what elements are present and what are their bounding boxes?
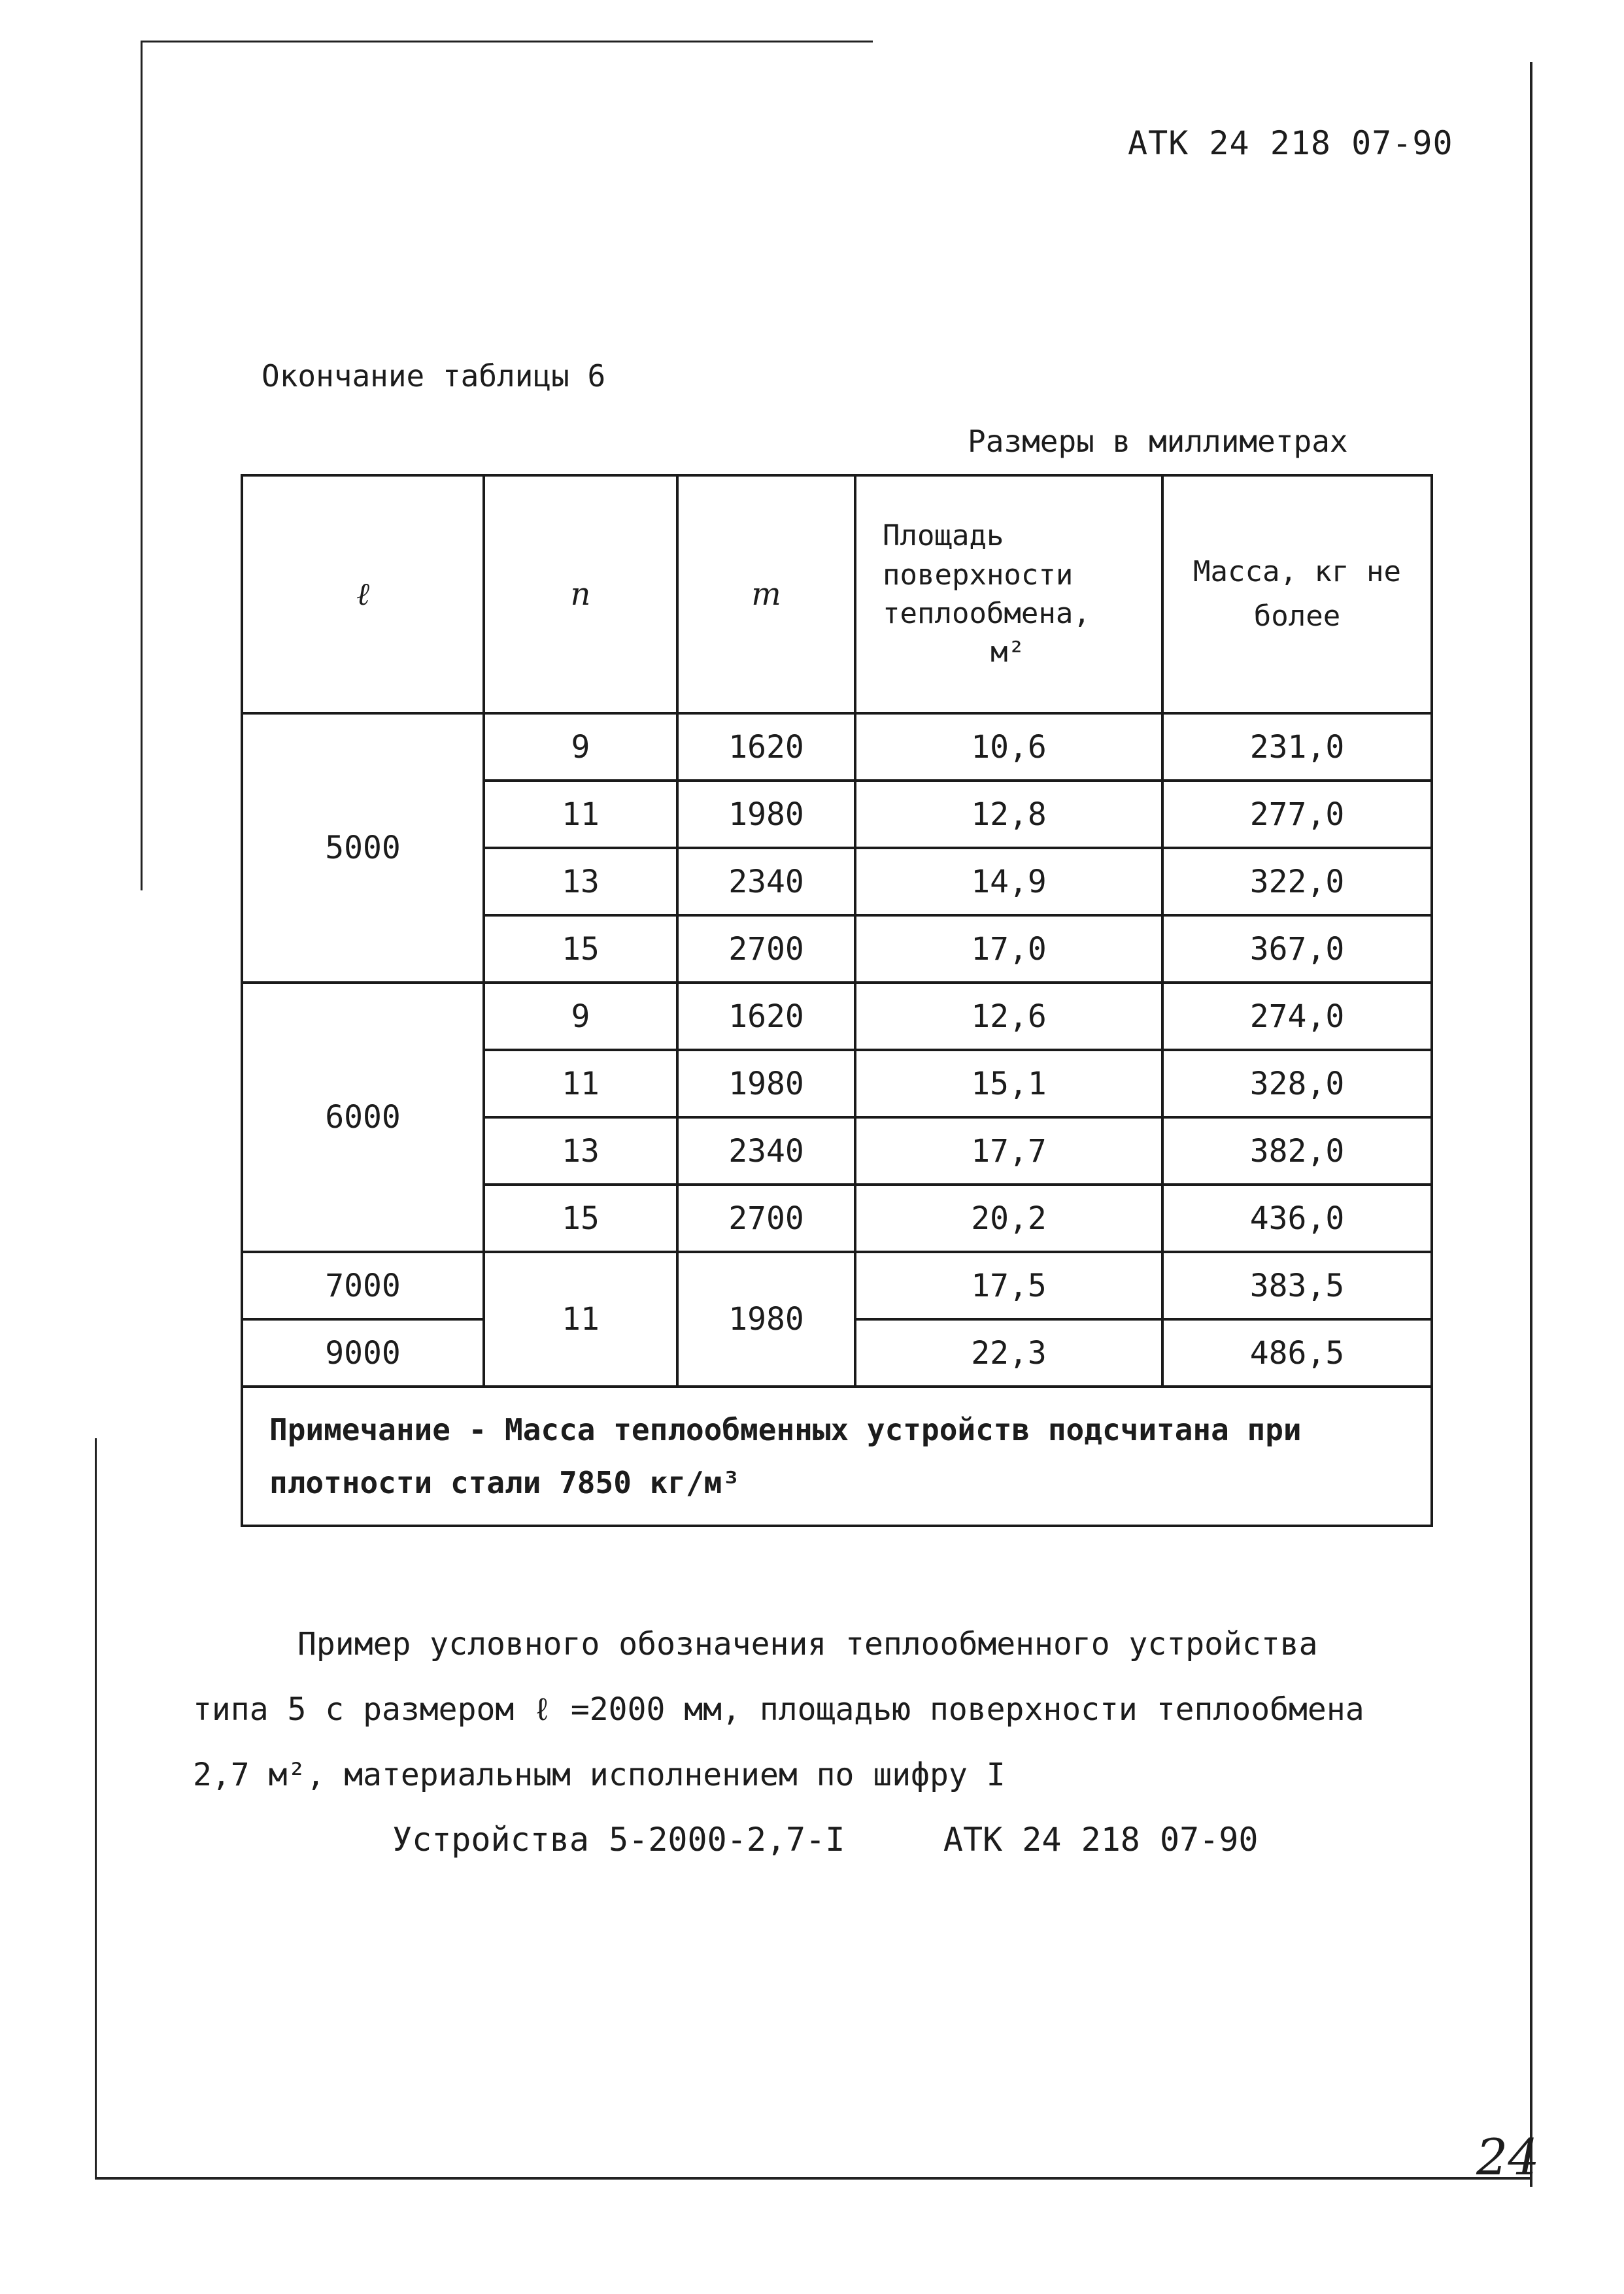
example-line-1: Пример условного обозначения теплообменного устройства: [297, 1626, 1318, 1662]
cell-l-group: 6000: [242, 983, 484, 1252]
cell-area: 22,3: [855, 1319, 1162, 1387]
table-row: [242, 1252, 1432, 1319]
table-note-row: [242, 1387, 1432, 1526]
cell-m: 2340: [677, 1117, 855, 1185]
example-line-2: типа 5 с размером ℓ =2000 мм, площадью поверхности теплообмена: [193, 1691, 1364, 1728]
cell-l-group: 5000: [242, 713, 484, 983]
cell-mass: 328,0: [1162, 1050, 1432, 1117]
header-area: [855, 475, 1162, 713]
cell-l: 9000: [242, 1319, 484, 1387]
header-area-unit: м²: [990, 635, 1025, 669]
cell-area: 20,2: [855, 1185, 1162, 1252]
cell-mass: 486,5: [1162, 1319, 1432, 1387]
cell-mass: 231,0: [1162, 713, 1432, 781]
designation-line: [392, 1821, 1259, 1859]
frame-right-border: [1530, 62, 1532, 2187]
cell-area: 17,5: [855, 1252, 1162, 1319]
cell-n: 15: [484, 915, 677, 983]
cell-m: 1980: [677, 781, 855, 848]
table-header-row: [242, 475, 1432, 713]
cell-m: 1620: [677, 983, 855, 1050]
cell-mass: 383,5: [1162, 1252, 1432, 1319]
header-l: ℓ: [242, 475, 484, 713]
header-n: n: [484, 475, 677, 713]
cell-n-shared: 11: [484, 1252, 677, 1387]
cell-mass: 367,0: [1162, 915, 1432, 983]
units-note: Размеры в миллиметрах: [968, 424, 1348, 459]
cell-n: 13: [484, 1117, 677, 1185]
cell-n: 13: [484, 848, 677, 915]
designation-text: Устройства 5-2000-2,7-I: [392, 1821, 845, 1859]
cell-area: 10,6: [855, 713, 1162, 781]
frame-left-border: [141, 41, 143, 890]
cell-area: 17,7: [855, 1117, 1162, 1185]
cell-n: 15: [484, 1185, 677, 1252]
designation-example: [193, 1611, 1487, 1808]
table-caption: Окончание таблицы 6: [262, 358, 606, 394]
cell-area: 17,0: [855, 915, 1162, 983]
specification-table: [241, 474, 1433, 1527]
designation-code: АТК 24 218 07-90: [943, 1821, 1259, 1859]
cell-m: 1620: [677, 713, 855, 781]
frame-top-border: [141, 41, 873, 42]
cell-area: 12,6: [855, 983, 1162, 1050]
document-code: АТК 24 218 07-90: [1128, 124, 1453, 162]
cell-n: 11: [484, 1050, 677, 1117]
cell-n: 9: [484, 983, 677, 1050]
cell-l: 7000: [242, 1252, 484, 1319]
cell-m-shared: 1980: [677, 1252, 855, 1387]
table-row: [242, 983, 1432, 1050]
frame-bottom-border: [95, 2177, 1530, 2180]
cell-mass: 322,0: [1162, 848, 1432, 915]
cell-area: 12,8: [855, 781, 1162, 848]
cell-m: 1980: [677, 1050, 855, 1117]
cell-area: 15,1: [855, 1050, 1162, 1117]
cell-n: 11: [484, 781, 677, 848]
header-m: m: [677, 475, 855, 713]
table-row: [242, 713, 1432, 781]
header-mass: Масса, кг не более: [1162, 475, 1432, 713]
cell-m: 2700: [677, 915, 855, 983]
cell-mass: 436,0: [1162, 1185, 1432, 1252]
cell-n: 9: [484, 713, 677, 781]
cell-mass: 274,0: [1162, 983, 1432, 1050]
table-note: Примечание - Масса теплообменных устройств подсчитана при плотности стали 7850 кг/м³: [242, 1387, 1432, 1526]
cell-area: 14,9: [855, 848, 1162, 915]
page-number: 24: [1476, 2128, 1540, 2186]
header-area-label: Площадь поверхности теплообмена,: [883, 519, 1091, 630]
cell-mass: 382,0: [1162, 1117, 1432, 1185]
frame-left-border-lower: [95, 1438, 97, 2177]
cell-m: 2340: [677, 848, 855, 915]
cell-mass: 277,0: [1162, 781, 1432, 848]
cell-m: 2700: [677, 1185, 855, 1252]
example-line-3: 2,7 м², материальным исполнением по шифру I: [193, 1757, 1006, 1793]
